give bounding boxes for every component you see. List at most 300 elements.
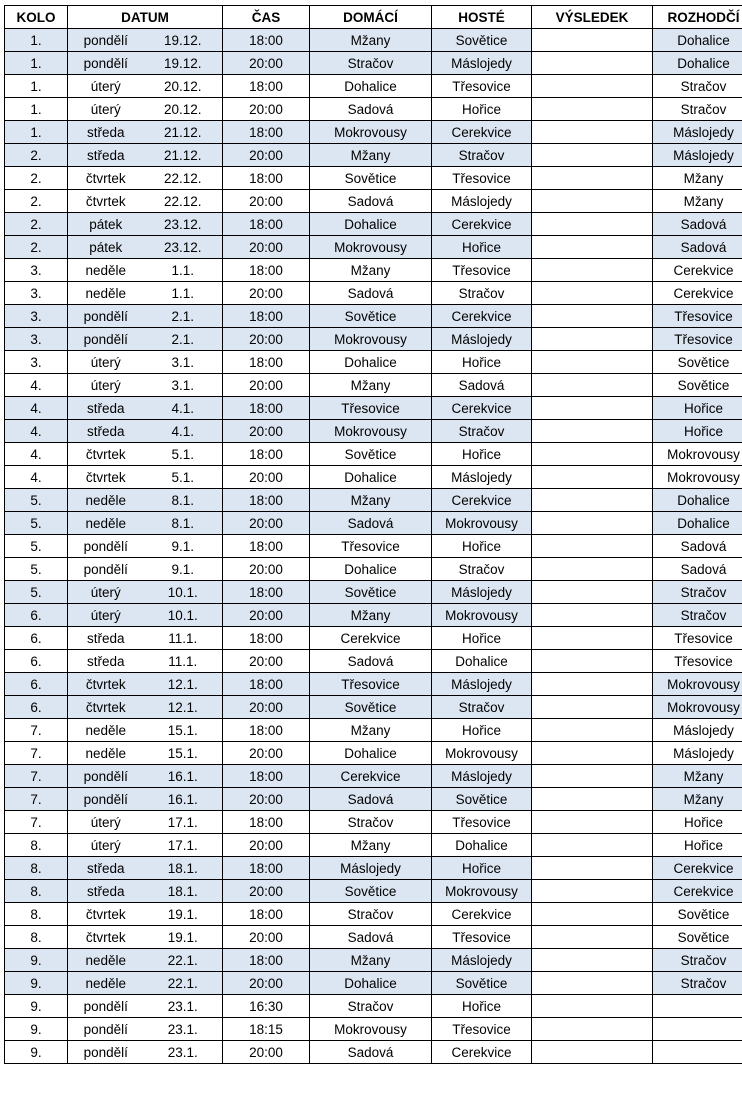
- cell-time: 18:00: [223, 305, 310, 328]
- cell-away-team: Třesovice: [432, 926, 532, 949]
- cell-referee: Třesovice: [653, 328, 742, 351]
- cell-date: 16.1.: [144, 788, 223, 811]
- header-kolo: KOLO: [5, 6, 68, 29]
- cell-home-team: Dohalice: [310, 972, 432, 995]
- cell-away-team: Máslojedy: [432, 673, 532, 696]
- cell-result: [532, 949, 653, 972]
- table-row: [5, 98, 742, 121]
- cell-time: 18:00: [223, 29, 310, 52]
- cell-kolo: 5.: [5, 535, 68, 558]
- cell-referee: [653, 1018, 742, 1041]
- cell-result: [532, 167, 653, 190]
- cell-result: [532, 236, 653, 259]
- table-row: [5, 328, 742, 351]
- cell-away-team: Hořice: [432, 236, 532, 259]
- cell-day: úterý: [68, 75, 144, 98]
- cell-date: 21.12.: [144, 144, 223, 167]
- table-row: [5, 351, 742, 374]
- cell-away-team: Hořice: [432, 627, 532, 650]
- cell-away-team: Dohalice: [432, 650, 532, 673]
- cell-result: [532, 972, 653, 995]
- cell-referee: Stračov: [653, 972, 742, 995]
- cell-home-team: Dohalice: [310, 213, 432, 236]
- cell-time: 18:00: [223, 719, 310, 742]
- cell-referee: Stračov: [653, 75, 742, 98]
- table-row: [5, 29, 742, 52]
- cell-day: úterý: [68, 604, 144, 627]
- cell-date: 9.1.: [144, 535, 223, 558]
- cell-day: neděle: [68, 512, 144, 535]
- table-row: [5, 397, 742, 420]
- cell-home-team: Mžany: [310, 259, 432, 282]
- cell-kolo: 4.: [5, 466, 68, 489]
- cell-result: [532, 282, 653, 305]
- table-row: [5, 489, 742, 512]
- cell-day: středa: [68, 627, 144, 650]
- cell-date: 4.1.: [144, 420, 223, 443]
- cell-result: [532, 259, 653, 282]
- cell-away-team: Cerekvice: [432, 489, 532, 512]
- cell-date: 8.1.: [144, 489, 223, 512]
- cell-home-team: Mžany: [310, 489, 432, 512]
- cell-referee: Máslojedy: [653, 121, 742, 144]
- cell-home-team: Mokrovousy: [310, 328, 432, 351]
- cell-result: [532, 742, 653, 765]
- cell-date: 12.1.: [144, 696, 223, 719]
- cell-referee: Sovětice: [653, 903, 742, 926]
- cell-away-team: Máslojedy: [432, 190, 532, 213]
- cell-referee: Stračov: [653, 98, 742, 121]
- cell-day: neděle: [68, 949, 144, 972]
- cell-referee: Hořice: [653, 811, 742, 834]
- cell-referee: Sadová: [653, 236, 742, 259]
- cell-referee: Dohalice: [653, 52, 742, 75]
- cell-home-team: Třesovice: [310, 397, 432, 420]
- cell-referee: Mžany: [653, 190, 742, 213]
- cell-time: 18:00: [223, 259, 310, 282]
- header-cas: ČAS: [223, 6, 310, 29]
- cell-away-team: Cerekvice: [432, 1041, 532, 1064]
- cell-kolo: 1.: [5, 75, 68, 98]
- cell-home-team: Třesovice: [310, 673, 432, 696]
- cell-kolo: 2.: [5, 167, 68, 190]
- cell-away-team: Cerekvice: [432, 121, 532, 144]
- cell-day: pátek: [68, 236, 144, 259]
- cell-day: úterý: [68, 581, 144, 604]
- table-row: [5, 282, 742, 305]
- cell-result: [532, 926, 653, 949]
- cell-day: středa: [68, 880, 144, 903]
- cell-result: [532, 52, 653, 75]
- cell-time: 20:00: [223, 144, 310, 167]
- cell-home-team: Mžany: [310, 949, 432, 972]
- table-row: [5, 926, 742, 949]
- cell-day: čtvrtek: [68, 466, 144, 489]
- table-row: [5, 627, 742, 650]
- cell-home-team: Cerekvice: [310, 627, 432, 650]
- cell-day: středa: [68, 420, 144, 443]
- cell-result: [532, 535, 653, 558]
- cell-home-team: Sadová: [310, 512, 432, 535]
- cell-away-team: Stračov: [432, 144, 532, 167]
- cell-referee: Sadová: [653, 213, 742, 236]
- cell-result: [532, 903, 653, 926]
- cell-home-team: Dohalice: [310, 558, 432, 581]
- table-row: [5, 696, 742, 719]
- cell-time: 18:00: [223, 397, 310, 420]
- cell-home-team: Mžany: [310, 144, 432, 167]
- cell-date: 9.1.: [144, 558, 223, 581]
- cell-kolo: 3.: [5, 305, 68, 328]
- cell-referee: Mžany: [653, 765, 742, 788]
- table-row: [5, 972, 742, 995]
- cell-kolo: 4.: [5, 443, 68, 466]
- cell-away-team: Máslojedy: [432, 765, 532, 788]
- table-row: [5, 1041, 742, 1064]
- table-row: [5, 834, 742, 857]
- cell-date: 17.1.: [144, 834, 223, 857]
- cell-away-team: Hořice: [432, 995, 532, 1018]
- cell-referee: Stračov: [653, 604, 742, 627]
- table-row: [5, 52, 742, 75]
- cell-date: 23.1.: [144, 1041, 223, 1064]
- cell-date: 20.12.: [144, 75, 223, 98]
- cell-result: [532, 512, 653, 535]
- cell-referee: Cerekvice: [653, 857, 742, 880]
- cell-kolo: 8.: [5, 903, 68, 926]
- cell-away-team: Hořice: [432, 535, 532, 558]
- cell-referee: Hořice: [653, 834, 742, 857]
- cell-date: 10.1.: [144, 604, 223, 627]
- cell-time: 16:30: [223, 995, 310, 1018]
- cell-away-team: Mokrovousy: [432, 512, 532, 535]
- cell-kolo: 6.: [5, 673, 68, 696]
- table-row: [5, 443, 742, 466]
- cell-result: [532, 581, 653, 604]
- cell-date: 19.1.: [144, 926, 223, 949]
- cell-day: neděle: [68, 282, 144, 305]
- cell-home-team: Mžany: [310, 719, 432, 742]
- cell-away-team: Cerekvice: [432, 305, 532, 328]
- cell-kolo: 9.: [5, 949, 68, 972]
- cell-result: [532, 213, 653, 236]
- cell-day: pondělí: [68, 305, 144, 328]
- cell-home-team: Mžany: [310, 604, 432, 627]
- cell-date: 5.1.: [144, 443, 223, 466]
- cell-away-team: Sovětice: [432, 788, 532, 811]
- cell-day: pátek: [68, 213, 144, 236]
- cell-date: 18.1.: [144, 857, 223, 880]
- cell-result: [532, 397, 653, 420]
- cell-kolo: 2.: [5, 190, 68, 213]
- cell-referee: Máslojedy: [653, 719, 742, 742]
- cell-time: 18:00: [223, 857, 310, 880]
- table-row: [5, 581, 742, 604]
- cell-home-team: Mokrovousy: [310, 1018, 432, 1041]
- cell-date: 3.1.: [144, 351, 223, 374]
- table-row: [5, 903, 742, 926]
- cell-date: 22.12.: [144, 190, 223, 213]
- cell-home-team: Stračov: [310, 995, 432, 1018]
- cell-home-team: Sadová: [310, 926, 432, 949]
- cell-away-team: Třesovice: [432, 75, 532, 98]
- cell-home-team: Stračov: [310, 903, 432, 926]
- table-row: [5, 949, 742, 972]
- header-hoste: HOSTÉ: [432, 6, 532, 29]
- cell-day: čtvrtek: [68, 443, 144, 466]
- cell-time: 20:00: [223, 972, 310, 995]
- cell-day: neděle: [68, 259, 144, 282]
- cell-time: 20:00: [223, 1041, 310, 1064]
- cell-day: pondělí: [68, 1041, 144, 1064]
- header-domaci: DOMÁCÍ: [310, 6, 432, 29]
- cell-referee: Sadová: [653, 535, 742, 558]
- cell-day: neděle: [68, 972, 144, 995]
- cell-day: čtvrtek: [68, 167, 144, 190]
- cell-away-team: Cerekvice: [432, 397, 532, 420]
- cell-date: 2.1.: [144, 328, 223, 351]
- cell-home-team: Sadová: [310, 1041, 432, 1064]
- cell-time: 18:00: [223, 167, 310, 190]
- cell-date: 10.1.: [144, 581, 223, 604]
- table-row: [5, 190, 742, 213]
- cell-away-team: Máslojedy: [432, 949, 532, 972]
- cell-result: [532, 420, 653, 443]
- cell-away-team: Cerekvice: [432, 213, 532, 236]
- cell-referee: Stračov: [653, 949, 742, 972]
- cell-date: 22.1.: [144, 972, 223, 995]
- cell-time: 20:00: [223, 328, 310, 351]
- cell-time: 18:00: [223, 903, 310, 926]
- cell-home-team: Mžany: [310, 29, 432, 52]
- cell-home-team: Mokrovousy: [310, 236, 432, 259]
- cell-day: pondělí: [68, 535, 144, 558]
- cell-day: středa: [68, 857, 144, 880]
- cell-away-team: Stračov: [432, 420, 532, 443]
- cell-date: 16.1.: [144, 765, 223, 788]
- cell-away-team: Hořice: [432, 351, 532, 374]
- cell-away-team: Stračov: [432, 282, 532, 305]
- cell-home-team: Sovětice: [310, 880, 432, 903]
- cell-day: úterý: [68, 98, 144, 121]
- cell-kolo: 3.: [5, 259, 68, 282]
- cell-referee: Cerekvice: [653, 282, 742, 305]
- cell-kolo: 4.: [5, 374, 68, 397]
- cell-away-team: Třesovice: [432, 259, 532, 282]
- table-row: [5, 719, 742, 742]
- table-row: [5, 420, 742, 443]
- cell-result: [532, 765, 653, 788]
- cell-away-team: Stračov: [432, 696, 532, 719]
- cell-kolo: 6.: [5, 650, 68, 673]
- header-datum: DATUM: [68, 6, 223, 29]
- cell-time: 18:00: [223, 443, 310, 466]
- table-row: [5, 811, 742, 834]
- cell-date: 12.1.: [144, 673, 223, 696]
- cell-away-team: Máslojedy: [432, 581, 532, 604]
- cell-date: 23.1.: [144, 1018, 223, 1041]
- table-row: [5, 742, 742, 765]
- cell-day: neděle: [68, 742, 144, 765]
- cell-date: 17.1.: [144, 811, 223, 834]
- table-row: [5, 857, 742, 880]
- cell-time: 18:00: [223, 351, 310, 374]
- table-row: [5, 650, 742, 673]
- cell-result: [532, 144, 653, 167]
- cell-referee: Cerekvice: [653, 259, 742, 282]
- cell-kolo: 9.: [5, 1041, 68, 1064]
- cell-time: 20:00: [223, 420, 310, 443]
- cell-home-team: Dohalice: [310, 466, 432, 489]
- cell-referee: Hořice: [653, 420, 742, 443]
- cell-day: neděle: [68, 719, 144, 742]
- cell-home-team: Sovětice: [310, 167, 432, 190]
- cell-date: 5.1.: [144, 466, 223, 489]
- cell-referee: Mokrovousy: [653, 443, 742, 466]
- cell-kolo: 8.: [5, 926, 68, 949]
- cell-day: úterý: [68, 834, 144, 857]
- cell-result: [532, 558, 653, 581]
- cell-home-team: Sadová: [310, 650, 432, 673]
- cell-day: pondělí: [68, 52, 144, 75]
- table-row: [5, 75, 742, 98]
- cell-kolo: 4.: [5, 397, 68, 420]
- cell-home-team: Mžany: [310, 374, 432, 397]
- table-row: [5, 144, 742, 167]
- table-row: [5, 788, 742, 811]
- cell-referee: Cerekvice: [653, 880, 742, 903]
- cell-result: [532, 673, 653, 696]
- cell-home-team: Dohalice: [310, 351, 432, 374]
- cell-date: 22.1.: [144, 949, 223, 972]
- cell-away-team: Máslojedy: [432, 328, 532, 351]
- cell-away-team: Třesovice: [432, 1018, 532, 1041]
- cell-day: úterý: [68, 374, 144, 397]
- cell-result: [532, 75, 653, 98]
- cell-home-team: Stračov: [310, 811, 432, 834]
- cell-away-team: Mokrovousy: [432, 880, 532, 903]
- cell-time: 18:00: [223, 213, 310, 236]
- cell-day: čtvrtek: [68, 190, 144, 213]
- cell-date: 23.1.: [144, 995, 223, 1018]
- cell-kolo: 5.: [5, 581, 68, 604]
- cell-result: [532, 811, 653, 834]
- cell-time: 20:00: [223, 374, 310, 397]
- cell-time: 20:00: [223, 558, 310, 581]
- cell-date: 19.12.: [144, 52, 223, 75]
- cell-kolo: 9.: [5, 1018, 68, 1041]
- cell-referee: [653, 1041, 742, 1064]
- cell-result: [532, 29, 653, 52]
- cell-day: středa: [68, 397, 144, 420]
- cell-day: středa: [68, 144, 144, 167]
- cell-time: 20:00: [223, 604, 310, 627]
- cell-result: [532, 374, 653, 397]
- cell-kolo: 1.: [5, 98, 68, 121]
- cell-result: [532, 121, 653, 144]
- cell-day: pondělí: [68, 765, 144, 788]
- cell-home-team: Sadová: [310, 98, 432, 121]
- cell-kolo: 7.: [5, 719, 68, 742]
- cell-referee: Třesovice: [653, 305, 742, 328]
- cell-result: [532, 328, 653, 351]
- cell-home-team: Sovětice: [310, 443, 432, 466]
- cell-kolo: 5.: [5, 489, 68, 512]
- cell-day: úterý: [68, 811, 144, 834]
- cell-date: 1.1.: [144, 282, 223, 305]
- cell-time: 20:00: [223, 512, 310, 535]
- cell-home-team: Sovětice: [310, 581, 432, 604]
- cell-kolo: 1.: [5, 29, 68, 52]
- cell-kolo: 3.: [5, 328, 68, 351]
- cell-time: 18:00: [223, 949, 310, 972]
- cell-home-team: Třesovice: [310, 535, 432, 558]
- cell-time: 18:00: [223, 581, 310, 604]
- cell-time: 18:00: [223, 121, 310, 144]
- cell-away-team: Mokrovousy: [432, 742, 532, 765]
- cell-referee: Mokrovousy: [653, 466, 742, 489]
- table-row: [5, 765, 742, 788]
- cell-home-team: Sadová: [310, 282, 432, 305]
- cell-referee: Stračov: [653, 581, 742, 604]
- cell-home-team: Sovětice: [310, 305, 432, 328]
- cell-day: středa: [68, 121, 144, 144]
- cell-away-team: Hořice: [432, 443, 532, 466]
- cell-away-team: Hořice: [432, 857, 532, 880]
- cell-result: [532, 1041, 653, 1064]
- cell-time: 20:00: [223, 52, 310, 75]
- cell-date: 20.12.: [144, 98, 223, 121]
- cell-home-team: Dohalice: [310, 742, 432, 765]
- cell-home-team: Dohalice: [310, 75, 432, 98]
- cell-time: 20:00: [223, 466, 310, 489]
- cell-date: 23.12.: [144, 213, 223, 236]
- cell-kolo: 3.: [5, 282, 68, 305]
- cell-referee: [653, 995, 742, 1018]
- cell-day: pondělí: [68, 328, 144, 351]
- cell-day: úterý: [68, 351, 144, 374]
- cell-kolo: 3.: [5, 351, 68, 374]
- cell-away-team: Máslojedy: [432, 52, 532, 75]
- cell-referee: Sovětice: [653, 374, 742, 397]
- cell-kolo: 7.: [5, 742, 68, 765]
- cell-result: [532, 857, 653, 880]
- cell-referee: Mokrovousy: [653, 673, 742, 696]
- cell-day: neděle: [68, 489, 144, 512]
- cell-result: [532, 604, 653, 627]
- cell-away-team: Dohalice: [432, 834, 532, 857]
- cell-away-team: Stračov: [432, 558, 532, 581]
- cell-kolo: 4.: [5, 420, 68, 443]
- cell-date: 21.12.: [144, 121, 223, 144]
- cell-date: 1.1.: [144, 259, 223, 282]
- table-row: [5, 604, 742, 627]
- cell-time: 20:00: [223, 926, 310, 949]
- cell-result: [532, 1018, 653, 1041]
- cell-date: 8.1.: [144, 512, 223, 535]
- cell-time: 20:00: [223, 880, 310, 903]
- cell-referee: Hořice: [653, 397, 742, 420]
- table-row: [5, 236, 742, 259]
- cell-day: čtvrtek: [68, 903, 144, 926]
- cell-kolo: 6.: [5, 696, 68, 719]
- cell-date: 19.1.: [144, 903, 223, 926]
- cell-away-team: Máslojedy: [432, 466, 532, 489]
- cell-away-team: Sadová: [432, 374, 532, 397]
- table-row: [5, 535, 742, 558]
- cell-kolo: 6.: [5, 604, 68, 627]
- schedule-body: [5, 29, 742, 1064]
